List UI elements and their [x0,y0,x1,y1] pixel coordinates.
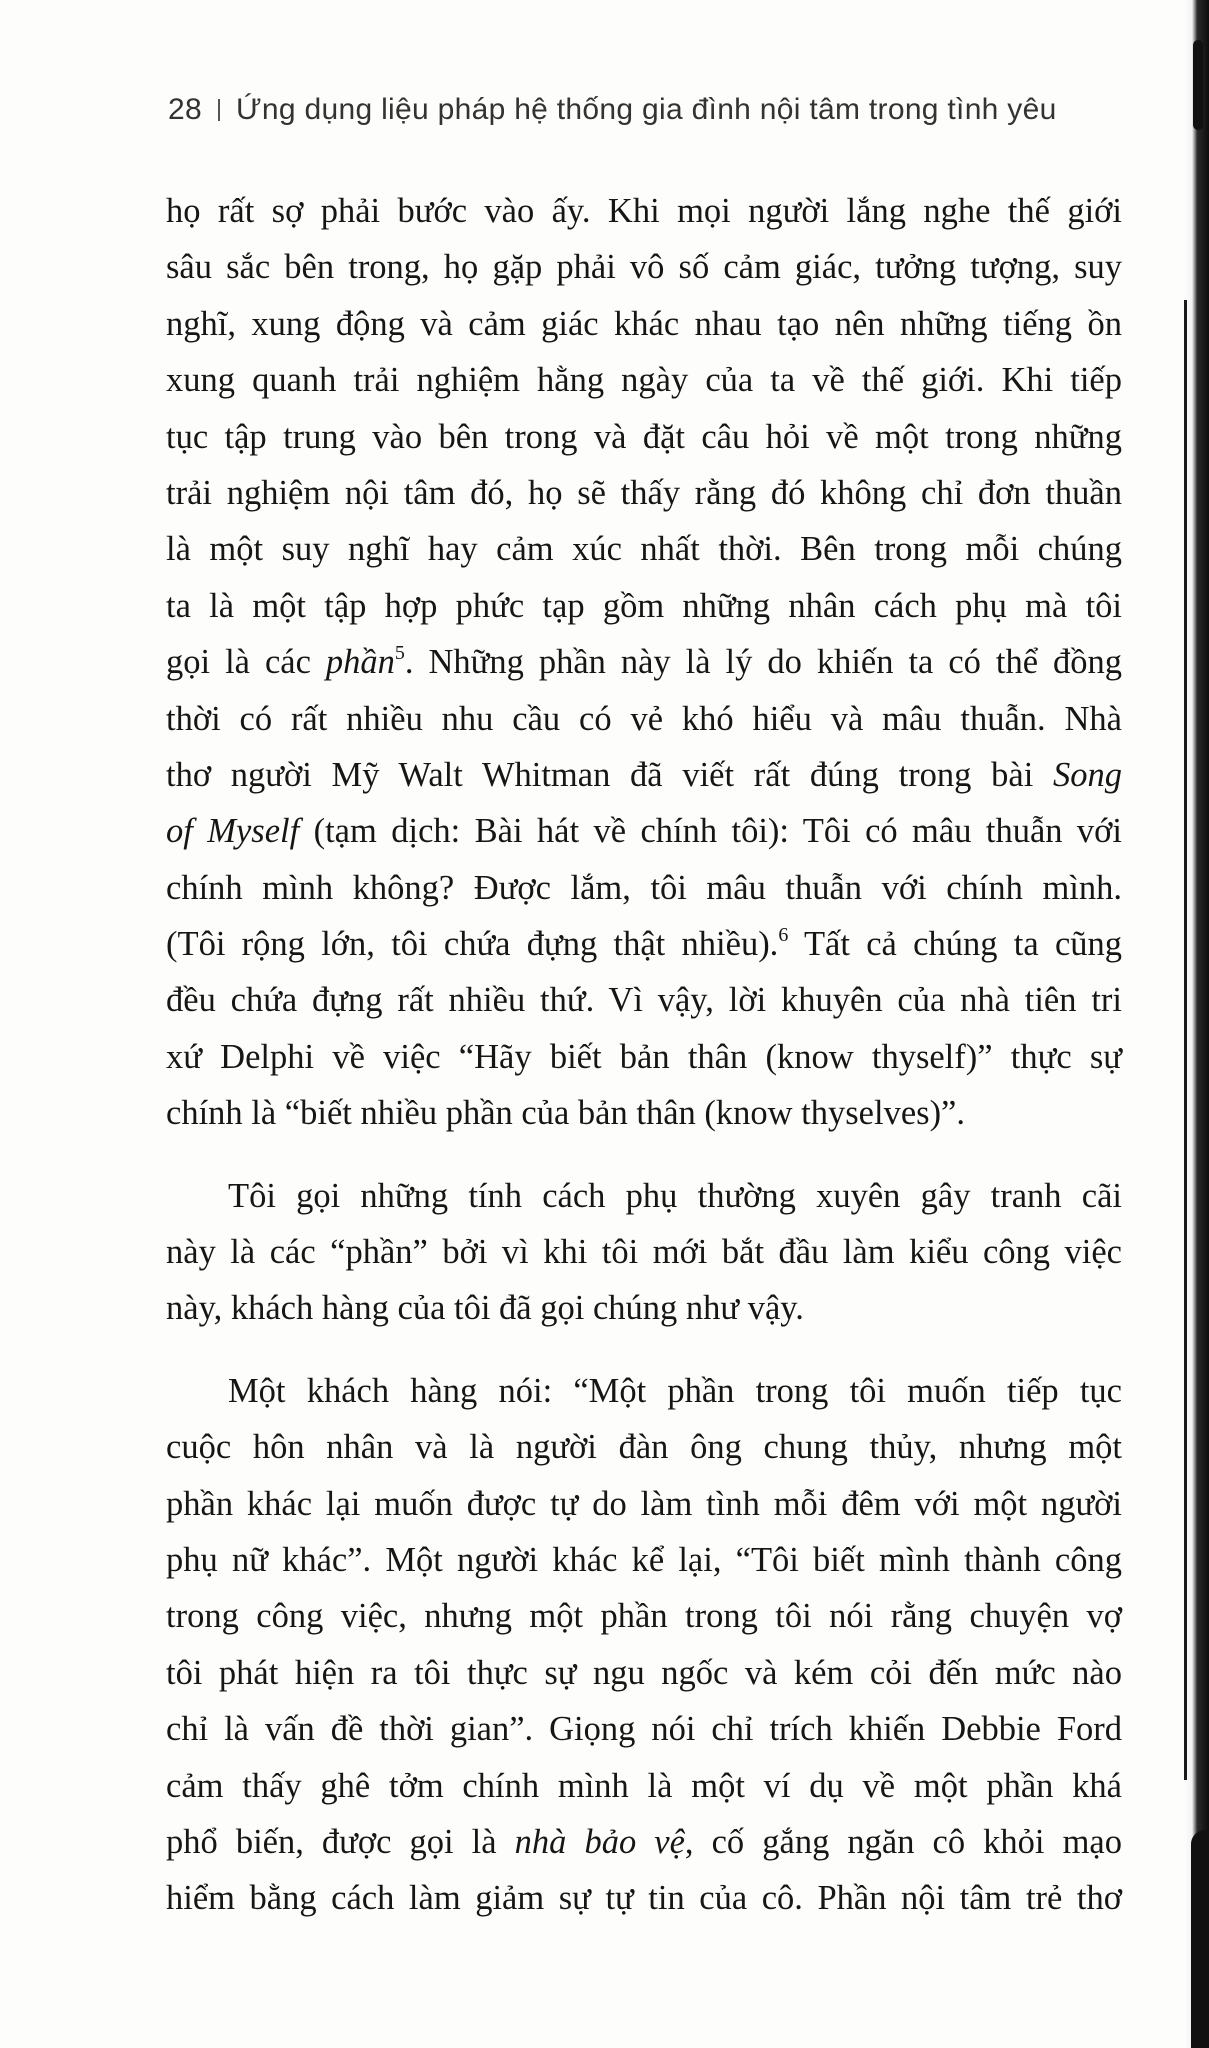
header-separator [218,99,220,121]
spine-edge-bottom [1191,1830,1209,2048]
text-run: gọi là các [166,643,326,682]
text-line [166,634,1122,690]
spine-edge-top [1193,40,1203,130]
text-line: xứ Delphi về việc “Hãy biết bản thân (know thyself)” thực sự [166,1037,1122,1076]
text-run: (tạm dịch: Bài hát về chính tôi): Tôi có mâu thuẫn với [299,812,1122,851]
text-line [166,916,1122,972]
text-line [166,803,1122,859]
text-line [166,1814,1122,1870]
paragraph-3 [166,1363,1122,1927]
footnote-ref-5[interactable]: 5 [394,642,405,665]
text-line: phần khác lại muốn được tự do làm tình mỗi đêm với một người [166,1484,1122,1523]
text-line: cuộc hôn nhân và là người đàn ông chung thủy, nhưng một [166,1428,1122,1467]
text-line: họ rất sợ phải bước vào ấy. Khi mọi người lắng nghe thế giới [166,192,1122,230]
body-text [166,183,1122,1927]
text-line: tôi phát hiện ra tôi thực sự ngu ngốc và kém cỏi đến mức nào [166,1653,1122,1692]
text-line: trong công việc, nhưng một phần trong tôi nói rằng chuyện vợ [166,1597,1122,1636]
text-line: chính là “biết nhiều phần của bản thân (know thyselves)”. [166,1094,965,1133]
text-line: thời có rất nhiều nhu cầu có vẻ khó hiểu và mâu thuẫn. Nhà [166,699,1122,738]
italic-title-song: Song [1053,755,1122,794]
text-line: ta là một tập hợp phức tạp gồm những nhân cách phụ mà tôi [166,586,1122,625]
text-line: nghĩ, xung động và cảm giác khác nhau tạo nên những tiếng ồn [166,304,1122,343]
text-line: chỉ là vấn đề thời gian”. Giọng nói chỉ trích khiến Debbie Ford [166,1710,1122,1749]
running-title: Ứng dụng liệu pháp hệ thống gia đình nội tâm trong tình yêu [235,93,1057,126]
text-line: xung quanh trải nghiệm hằng ngày của ta về thế giới. Khi tiếp [166,361,1122,400]
text-line: hiểm bằng cách làm giảm sự tự tin của cô. Phần nội tâm trẻ thơ [166,1879,1122,1918]
text-line: là một suy nghĩ hay cảm xúc nhất thời. Bên trong mỗi chúng [166,530,1122,569]
text-run: thơ người Mỹ Walt Whitman đã viết rất đúng trong bài [166,755,1053,794]
text-line [166,747,1122,803]
paragraph-1 [166,183,1122,1142]
running-header [168,93,1128,127]
text-line: tục tập trung vào bên trong và đặt câu hỏi về một trong những [166,417,1122,456]
text-line: phụ nữ khác”. Một người khác kể lại, “Tôi biết mình thành công [166,1540,1122,1579]
text-run: phổ biến, được gọi là [166,1822,515,1861]
paragraph-2 [166,1168,1122,1337]
italic-title-of-myself: of Myself [166,812,300,851]
text-line: này, khách hàng của tôi đã gọi chúng như vậy. [166,1289,804,1328]
text-line: trải nghiệm nội tâm đó, họ sẽ thấy rằng đó không chỉ đơn thuần [166,473,1122,512]
text-line: chính mình không? Được lắm, tôi mâu thuẫn với chính mình. [166,868,1122,907]
text-line: này là các “phần” bởi vì khi tôi mới bắt đầu làm kiểu công việc [166,1233,1122,1272]
italic-term-nha-bao-ve: nhà bảo vệ [514,1822,685,1861]
page-edge-line [1184,300,1187,1780]
text-run: , cố gắng ngăn cô khỏi mạo [684,1822,1122,1861]
text-line: sâu sắc bên trong, họ gặp phải vô số cảm giác, tưởng tượng, suy [166,248,1122,287]
text-line: Tôi gọi những tính cách phụ thường xuyên gây tranh cãi [228,1176,1122,1215]
text-run: (Tôi rộng lớn, tôi chứa đựng thật nhiều). [166,925,779,964]
text-run: Tất cả chúng ta cũng [788,925,1123,964]
text-line: cảm thấy ghê tởm chính mình là một ví dụ về một phần khá [166,1766,1122,1805]
page-number: 28 [168,93,202,126]
text-line: đều chứa đựng rất nhiều thứ. Vì vậy, lời khuyên của nhà tiên tri [166,981,1122,1020]
footnote-ref-6[interactable]: 6 [778,924,789,947]
italic-term-phan: phần [325,643,395,682]
text-line: Một khách hàng nói: “Một phần trong tôi muốn tiếp tục [228,1371,1122,1410]
text-run: . Những phần này là lý do khiến ta có thể đồng [404,643,1123,682]
